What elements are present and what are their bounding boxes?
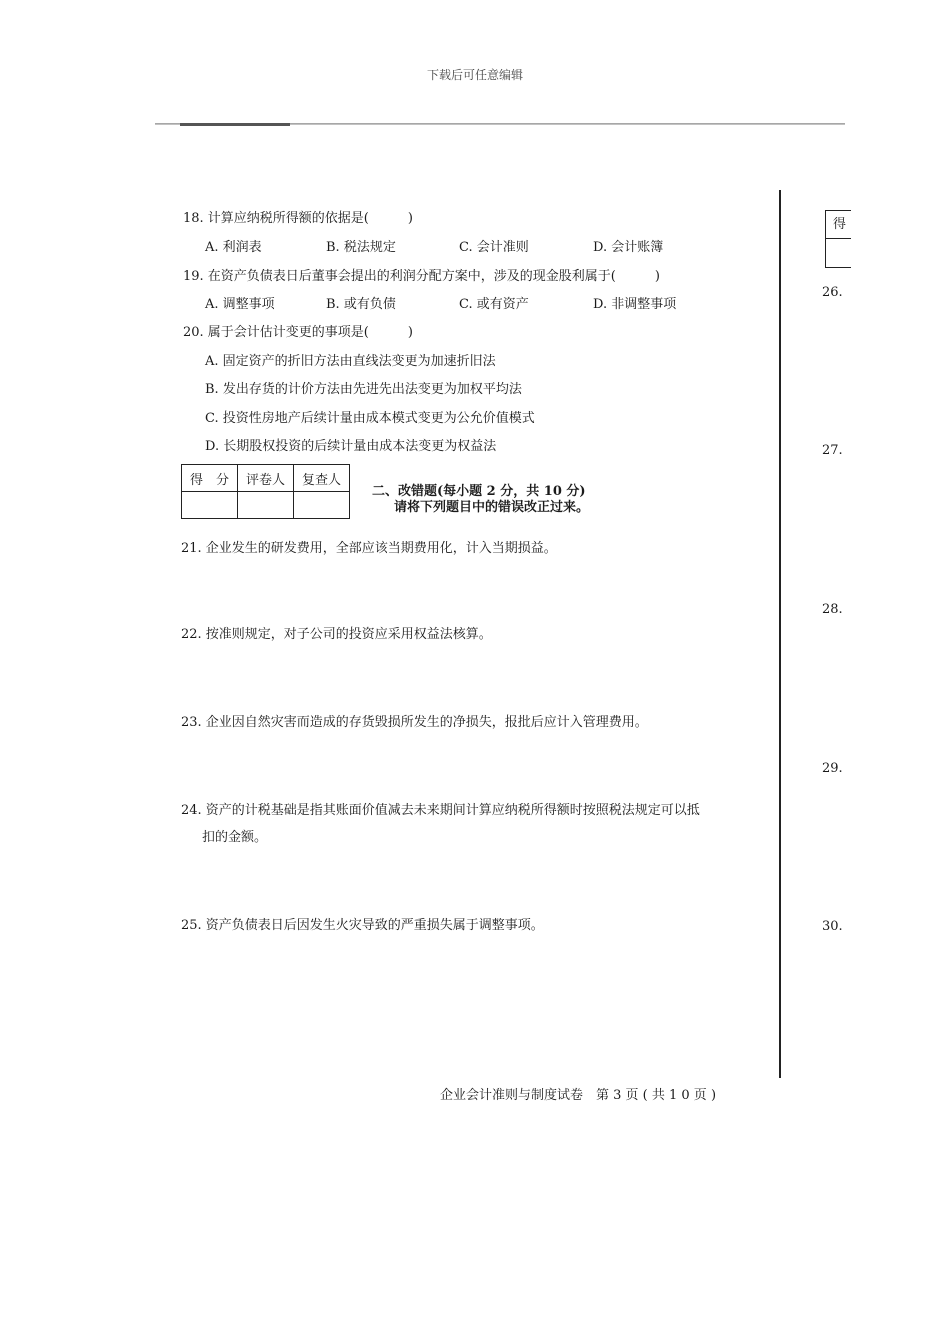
q19-option-b: B. 或有负债 xyxy=(326,297,396,312)
next-page-score-box xyxy=(825,210,851,268)
page-divider-line xyxy=(779,190,781,1078)
q18-option-b: B. 税法规定 xyxy=(326,240,396,255)
page-footer: 企业会计准则与制度试卷 第 3 页 ( 共 1 0 页 ) xyxy=(440,1088,717,1103)
next-page-q30-number: 30. xyxy=(822,919,843,934)
q20-option-d: D. 长期股权投资的后续计量由成本法变更为权益法 xyxy=(205,439,497,454)
q20-option-b: B. 发出存货的计价方法由先进先出法变更为加权平均法 xyxy=(205,382,522,397)
q19-option-a: A. 调整事项 xyxy=(205,297,275,312)
q18-option-a: A. 利润表 xyxy=(205,240,262,255)
q20-option-a: A. 固定资产的折旧方法由直线法变更为加速折旧法 xyxy=(205,354,496,369)
question-23: 23. 企业因自然灾害而造成的存货毁损所发生的净损失，报批后应计入管理费用。 xyxy=(181,715,648,730)
question-24-line-1: 24. 资产的计税基础是指其账面价值减去未来期间计算应纳税所得额时按照税法规定可以抵 xyxy=(181,803,700,818)
score-cell-grader[interactable] xyxy=(238,492,294,519)
score-header-grader: 评卷人 xyxy=(238,465,294,492)
score-cell-reviewer[interactable] xyxy=(294,492,350,519)
q19-option-c: C. 或有资产 xyxy=(459,297,529,312)
next-page-q28-number: 28. xyxy=(822,602,843,617)
question-24-line-2: 扣的金额。 xyxy=(202,830,268,845)
next-page-score-label: 得 xyxy=(826,211,851,239)
q20-option-c: C. 投资性房地产后续计量由成本模式变更为公允价值模式 xyxy=(205,411,535,426)
q18-option-c: C. 会计准则 xyxy=(459,240,529,255)
section-2-title: 二、改错题(每小题 2 分，共 10 分) xyxy=(372,484,586,499)
score-header-reviewer: 复查人 xyxy=(294,465,350,492)
question-25: 25. 资产负债表日后因发生火灾导致的严重损失属于调整事项。 xyxy=(181,918,544,933)
question-22: 22. 按准则规定，对子公司的投资应采用权益法核算。 xyxy=(181,627,492,642)
question-20: 20. 属于会计估计变更的事项是( ) xyxy=(183,325,413,340)
question-19: 19. 在资产负债表日后董事会提出的利润分配方案中，涉及的现金股利属于( ) xyxy=(183,269,660,284)
section-2-instruction: 请将下列题目中的错误改正过来。 xyxy=(394,500,590,515)
score-header-score: 得 分 xyxy=(182,465,238,492)
q18-option-d: D. 会计账簿 xyxy=(593,240,664,255)
q19-option-d: D. 非调整事项 xyxy=(593,297,677,312)
next-page-q26-number: 26. xyxy=(822,285,843,300)
next-page-q27-number: 27. xyxy=(822,443,843,458)
score-table xyxy=(181,464,350,519)
question-18: 18. 计算应纳税所得额的依据是( ) xyxy=(183,211,413,226)
top-rule-scan-mark xyxy=(180,123,290,126)
score-cell-score[interactable] xyxy=(182,492,238,519)
watermark-header: 下载后可任意编辑 xyxy=(426,68,523,82)
question-21: 21. 企业发生的研发费用，全部应该当期费用化，计入当期损益。 xyxy=(181,541,557,556)
next-page-q29-number: 29. xyxy=(822,761,843,776)
